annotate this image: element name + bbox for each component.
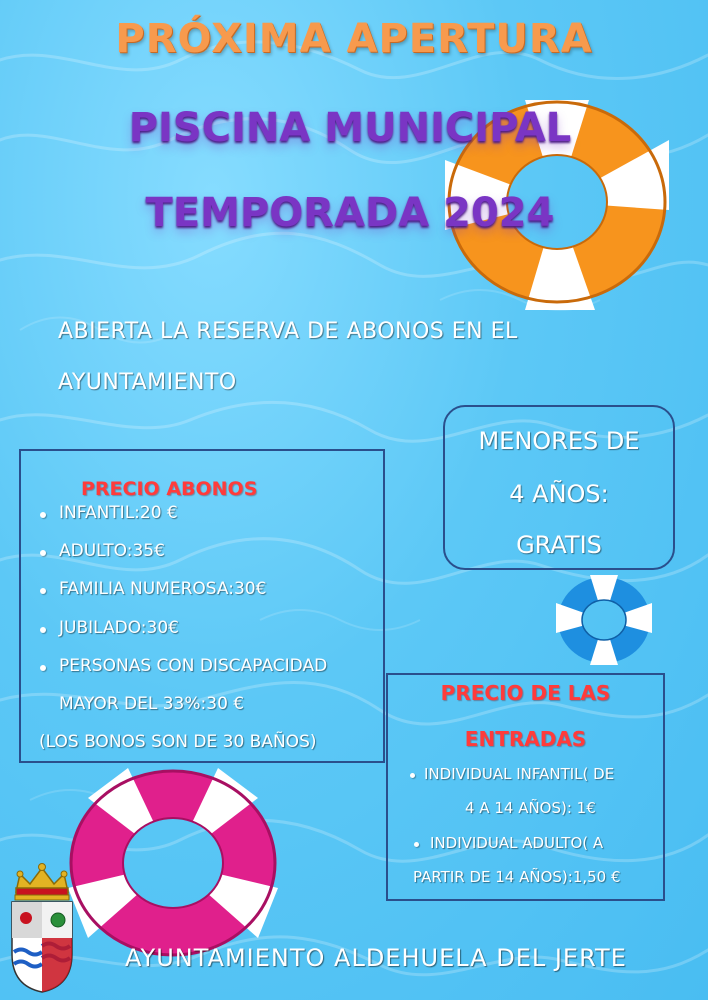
- bullet-dot: [40, 550, 46, 556]
- abonos-title: PRECIO ABONOS: [81, 478, 258, 500]
- abonos-item-discapacidad: PERSONAS CON DISCAPACIDAD: [59, 656, 328, 676]
- life-ring-blue-icon: [556, 575, 652, 665]
- abonos-box: [19, 449, 385, 763]
- bullet-dot: [40, 665, 46, 671]
- abonos-item-discapacidad-cont: MAYOR DEL 33%:30 €: [59, 694, 245, 714]
- entradas-item-adulto: INDIVIDUAL ADULTO( A: [430, 834, 604, 852]
- entradas-item-infantil-cont: 4 A 14 AÑOS): 1€: [465, 799, 596, 817]
- abonos-item-adulto: ADULTO:35€: [59, 541, 165, 561]
- bullet-dot: [40, 512, 46, 518]
- menores-box: [443, 405, 675, 570]
- header-title-line2: PISCINA MUNICIPAL: [128, 105, 572, 151]
- menores-line1: MENORES DE: [478, 427, 640, 455]
- header-title-line1: PRÓXIMA APERTURA: [115, 16, 593, 62]
- abonos-item-infantil: INFANTIL:20 €: [59, 503, 178, 523]
- menores-line2: 4 AÑOS:: [509, 480, 609, 508]
- intro-line2: AYUNTAMIENTO: [58, 370, 237, 395]
- footer-ayuntamiento: AYUNTAMIENTO ALDEHUELA DEL JERTE: [125, 944, 627, 972]
- menores-line3: GRATIS: [516, 531, 602, 559]
- bullet-dot: [40, 627, 46, 633]
- header-title-line3: TEMPORADA 2024: [145, 190, 555, 236]
- bullet-dot: [414, 842, 419, 847]
- coat-of-arms-icon: [6, 862, 78, 994]
- life-ring-pink-icon: [68, 768, 278, 958]
- entradas-box: [386, 673, 665, 901]
- entradas-title-line2: ENTRADAS: [464, 727, 587, 751]
- intro-line1: ABIERTA LA RESERVA DE ABONOS EN EL: [58, 319, 518, 344]
- bullet-dot: [40, 588, 46, 594]
- entradas-item-adulto-cont: PARTIR DE 14 AÑOS):1,50 €: [413, 868, 621, 886]
- bullet-dot: [410, 773, 415, 778]
- entradas-item-infantil: INDIVIDUAL INFANTIL( DE: [424, 765, 615, 783]
- abonos-item-jubilado: JUBILADO:30€: [59, 618, 179, 638]
- abonos-item-familia: FAMILIA NUMEROSA:30€: [59, 579, 267, 599]
- abonos-note: (LOS BONOS SON DE 30 BAÑOS): [39, 732, 317, 752]
- entradas-title-line1: PRECIO DE LAS: [440, 681, 611, 705]
